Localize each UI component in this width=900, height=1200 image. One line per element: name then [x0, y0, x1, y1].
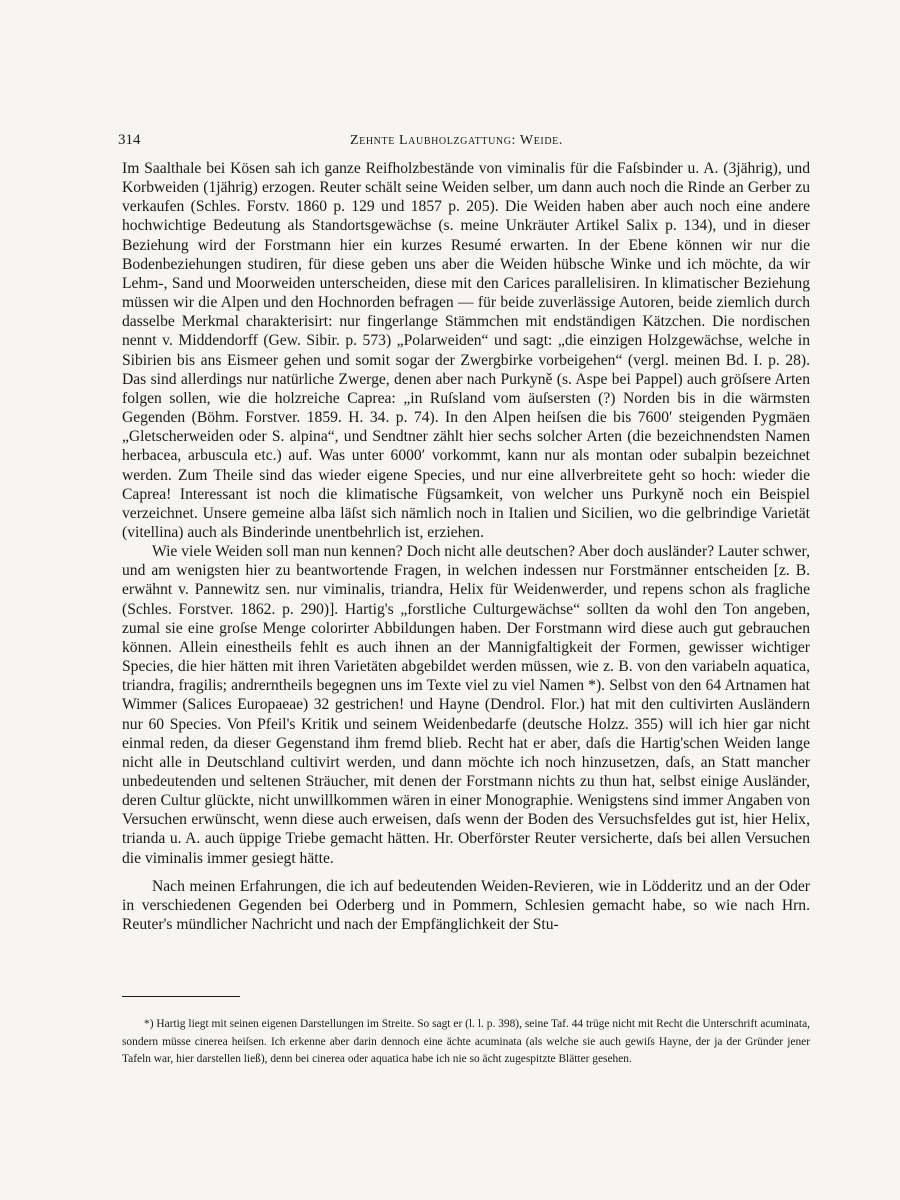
page-header — [118, 132, 808, 152]
paragraph: Wie viele Weiden soll man nun kennen? Doch nicht alle deutschen? Aber doch ausländer? Lauter schwer, und am wenigsten hier zu beantwortende Fragen, in welchen indessen nur Forstmänner entscheiden [z. B. erwähnt v. Pannewitz sen. nur viminalis, triandra, Helix für Weidenwerder, und repens schon als fragliche (Schles. Forstver. 1862. p. 290)]. Hartig's „forstliche Culturgewächse“ sollten da wohl den Ton angeben, zumal sie eine groſse Menge colorirter Abbildungen haben. Der Forstmann wird diese auch gut gebrauchen können. Allein einestheils fehlt es auch ihnen an der Mannigfaltigkeit der Formen, gewisser wichtiger Species, die hier hätten mit ihren Varietäten abgebildet werden müssen, wie z. B. von den variabeln aquatica, triandra, fragilis; andrerntheils begegnen uns im Texte viel zu viel Namen *). Selbst von den 64 Artnamen hat Wimmer (Salices Europaeae) 32 gestrichen! und Hayne (Dendrol. Flor.) hat mit den cultivirten Ausländern nur 60 Species. Von Pfeil's Kritik und seinem Weidenbedarfe (deutsche Holzz. 355) will ich hier gar nicht einmal reden, da dieser Gegenstand ihm fremd blieb. Recht hat er aber, daſs die Hartig'schen Weiden lange nicht alle in Deutschland cultivirt werden, und dann möchte ich noch hinzusetzen, daſs, an Statt mancher unbedeutenden und seltenen Sträucher, mit denen der Forstmann nichts zu thun hat, selbst einige Ausländer, deren Cultur glückte, nicht unwillkommen wären in einer Monographie. Wenigstens sind immer Angaben von Versuchen erwünscht, wenn diese auch erweisen, daſs wenn der Boden des Versuchsfeldes gut ist, hier Helix, trianda u. A. auch üppige Triebe gemacht hätten. Hr. Oberförster Reuter versicherte, daſs bei allen Versuchen die viminalis immer gesiegt hätte. — [122, 543, 810, 867]
footnote-separator — [122, 996, 240, 997]
paragraph: Nach meinen Erfahrungen, die ich auf bedeutenden Weiden-Revieren, wie in Lödderitz und an der Oder in verschiedenen Gegenden bei Oderberg und in Pommern, Schlesien gemacht habe, so wie nach Hrn. Reuter's mündlicher Nachricht und nach der Empfänglichkeit der Stu- — [122, 877, 810, 934]
main-text — [122, 159, 810, 934]
paragraph: Im Saalthale bei Kösen sah ich ganze Reifholzbestände von viminalis für die Faſsbinder u. A. (3jährig), und Korbweiden (1jährig) erzogen. Reuter schält seine Weiden selber, um dann auch noch die Rinde an Gerber zu verkaufen (Schles. Forstv. 1860 p. 129 und 1857 p. 205). Die Weiden haben aber auch noch eine andere hochwichtige Bedeutung als Standortsgewächse (s. meine Unkräuter Artikel Salix p. 134), und in dieser Beziehung wird der Forstmann hier ein kurzes Resumé erwarten. In der Ebene können wir nur die Bodenbeziehungen studiren, für diese geben uns aber die Weiden hübsche Winke und ich möchte, da wir Lehm-, Sand und Moorweiden unterscheiden, diese mit den Carices parallelisiren. In klimatischer Beziehung müssen wir die Alpen und den Hochnorden befragen — für beide zuverlässige Autoren, beide ziemlich durch dasselbe Merkmal charakterisirt: nur fingerlange Stämmchen mit endständigen Kätzchen. Die nordischen nennt v. Middendorff (Gew. Sibir. p. 573) „Polarweiden“ und sagt: „die einzigen Holzgewächse, welche in Sibirien bis ans Eismeer gehen und somit sogar der Zwergbirke vorbeigehen“ (vergl. meinen Bd. I. p. 28). Das sind allerdings nur natürliche Zwerge, denen aber nach Purkyně (s. Aspe bei Pappel) auch gröſsere Arten folgen sollen, wie die holzreiche Caprea: „in Ruſsland vom äuſsersten (?) Norden bis in die wärmsten Gegenden (Böhm. Forstver. 1859. H. 34. p. 74). In den Alpen heiſsen die bis 7600′ steigenden Pygmäen „Gletscherweiden oder S. alpina“, und Sendtner zählt hier sechs solcher Arten (die bezeichnendsten Namen herbacea, arbuscula etc.) auf. Was unter 6000′ vorkommt, kann nur als montan oder subalpin bezeichnet werden. Zum Theile sind das wieder eigene Species, und nur eine allverbreitete geht so hoch: wieder die Caprea! Interessant ist noch die klimatische Fügsamkeit, von welcher uns Purkyně noch ein Beispiel verzeichnet. Unsere gemeine alba läſst sich nämlich noch in Italien und Sicilien, wo die gelbrindige Varietät (vitellina) auch als Binderinde unentbehrlich ist, erziehen. — [122, 160, 810, 541]
page-number: 314 — [118, 132, 141, 148]
footnote-text: *) Hartig liegt mit seinen eigenen Darstellungen im Streite. So sagt er (l. l. p. 398), seine Taf. 44 trüge nicht mit Recht die Unterschrift acuminata, sondern müsse cinerea heiſsen. Ich erkenne aber darin dennoch eine ächte acuminata (als welche sie auch gewiſs Hayne, der ja der Gründer jener Tafeln war, hier darstellen ließ), denn bei cinerea oder aquatica habe ich nie so ächt zugespitzte Blätter gesehen. — [122, 1018, 810, 1065]
footnote — [122, 1016, 810, 1069]
running-title: Zehnte Laubholzgattung: Weide. — [350, 133, 563, 148]
